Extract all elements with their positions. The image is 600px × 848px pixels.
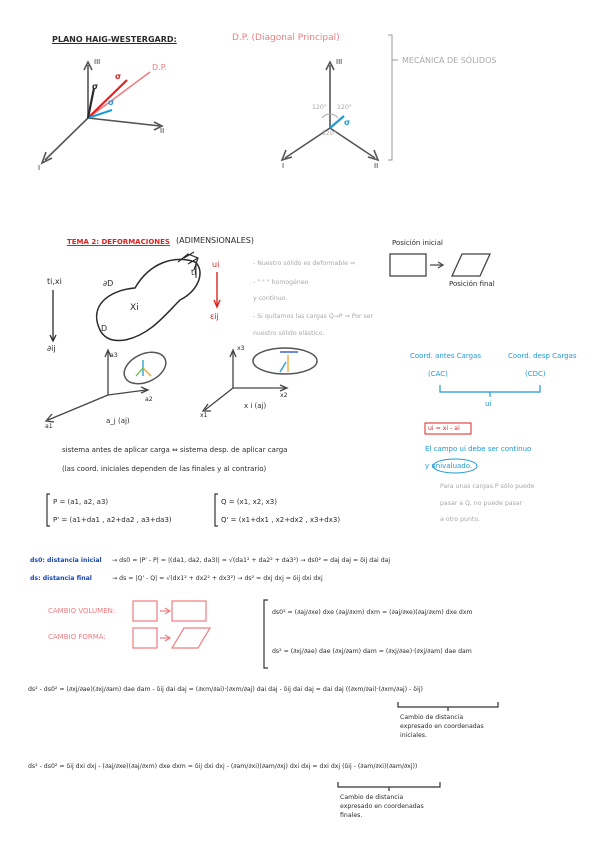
left-axes-label: a_j (aj) bbox=[106, 417, 130, 425]
eq-diff-final: ds² - ds0² = δij dxi dxj - (∂aj/∂xe)(∂aj/∂xm) dxe dxm = δij dxi dxj - (∂am/∂xi)(∂am/∂xj) dxi dxj = dxi dxj (δij - (∂am/∂xi)(∂am/∂xj)) bbox=[28, 763, 418, 770]
dp-sigma-vector bbox=[330, 116, 344, 128]
label-eij: εij bbox=[210, 312, 219, 321]
note-4: - Si quitamos las cargas Q→P ⇒ Por ser bbox=[253, 313, 374, 320]
pos-inicial-label: Posición inicial bbox=[392, 239, 443, 247]
left-body-ellipse bbox=[119, 346, 171, 390]
point-p-prime: P' = (a1+da1 , a2+da2 , a3+da3) bbox=[53, 516, 172, 524]
cac-label: (CAC) bbox=[428, 370, 448, 378]
point-p: P = (a1, a2, a3) bbox=[53, 498, 109, 506]
dp-label: D.P. bbox=[152, 63, 167, 72]
underbrace-initial bbox=[398, 702, 498, 711]
point-q-prime: Q' = (x1+dx1 , x2+dx2 , x3+dx3) bbox=[221, 516, 341, 524]
note-1: - Nuestro sólido es deformable ⇒ bbox=[253, 260, 356, 267]
note-final-coords: Cambio de distancia expresado en coordenadas finales. bbox=[340, 794, 424, 819]
cac-cdc-bracket bbox=[440, 385, 540, 397]
eq-brace bbox=[264, 600, 268, 668]
ds-label: ds: distancia final bbox=[30, 575, 92, 582]
ui-under-bracket: ui bbox=[485, 400, 492, 408]
sigma-label-red: σ bbox=[115, 72, 122, 81]
underbrace-final bbox=[338, 782, 440, 791]
left-axes bbox=[46, 350, 148, 422]
star-axis-i: I bbox=[282, 162, 285, 170]
cac-title: Coord. antes Cargas bbox=[410, 352, 482, 360]
cdc-title: Coord. desp Cargas bbox=[508, 352, 577, 360]
tema-title: TEMA 2: DEFORMACIONES bbox=[67, 238, 170, 246]
ti-arrow bbox=[50, 290, 56, 341]
axis-label-i: I bbox=[38, 164, 41, 172]
p-brace bbox=[47, 494, 50, 526]
pos-arrow bbox=[430, 262, 443, 268]
label-dd: ∂D bbox=[103, 279, 114, 288]
label-d: D bbox=[101, 324, 108, 333]
note-5: nuestro sólido elástico. bbox=[253, 330, 325, 337]
axis-label-ii: II bbox=[160, 127, 165, 135]
left-body-vectors bbox=[136, 360, 151, 376]
note-initial-coords: Cambio de distancia expresado en coordenadas iniciales. bbox=[400, 714, 484, 739]
eq-diff-initial: ds² - ds0² = (∂xj/∂ae)(∂xj/∂am) dae dam - δij dai daj = (∂xm/∂ai)·(∂xm/∂aj) dai daj - δij dai daj = dai daj ((∂xm/∂ai)·(∂xm/∂aj) - δij) bbox=[28, 686, 423, 693]
star-axis-iii: III bbox=[336, 58, 343, 66]
left-axis-a2: a2 bbox=[145, 396, 153, 403]
caption-1: sistema antes de aplicar carga ⇔ sistema desp. de aplicar carga bbox=[62, 446, 288, 454]
pos-final-shape bbox=[452, 254, 490, 276]
course-label: MECÁNICA DE SÓLIDOS bbox=[402, 56, 497, 65]
tema-subtitle: (ADIMENSIONALES) bbox=[176, 236, 254, 245]
cdc-label: (CDC) bbox=[525, 370, 546, 378]
right-body-vectors bbox=[280, 352, 298, 372]
axis-label-iii: III bbox=[94, 58, 101, 66]
star-axis-ii: II bbox=[374, 162, 379, 170]
label-tixi: ti,xi bbox=[47, 277, 62, 286]
ui-arrow bbox=[214, 272, 220, 307]
caption-2: (las coord. iniciales dependen de las finales y al contrario) bbox=[62, 465, 267, 473]
ds-formula: → ds = |Q' - Q| = √(dx1² + dx2² + dx3²) → ds² = dxj dxj = δij dxi dxj bbox=[112, 575, 323, 582]
cambio-shapes bbox=[133, 601, 210, 648]
left-axis-a1: a1 bbox=[45, 423, 53, 430]
label-xi: Xi bbox=[130, 303, 139, 313]
sigma-label-blue: σ bbox=[108, 98, 115, 107]
q-brace bbox=[215, 494, 218, 526]
ui-formula: ui = xi - ai bbox=[428, 425, 460, 432]
pos-final-label: Posición final bbox=[449, 280, 495, 288]
load-note-2: pasar a Q, no puede pasar bbox=[440, 500, 523, 507]
eq-ds0-sq: ds0² = (∂aj/∂xe) dxe (∂aj/∂xm) dxm = (∂aj/∂xe)(∂aj/∂xm) dxe dxm bbox=[272, 609, 473, 616]
angle-1: 120° bbox=[312, 104, 327, 111]
right-axes-label: x i (aj) bbox=[244, 402, 267, 410]
label-ui: ui bbox=[212, 260, 220, 269]
pos-inicial-box bbox=[390, 254, 426, 276]
continuity-text-2: y univaluado. bbox=[425, 462, 473, 470]
note-3: y continuo. bbox=[253, 295, 288, 302]
label-dij: ∂ij bbox=[47, 344, 56, 353]
eq-ds-sq: ds² = (∂xj/∂ae) dae (∂xj/∂am) dam = (∂xj/∂ae)·(∂xj/∂am) dae dam bbox=[272, 648, 472, 655]
course-bracket bbox=[388, 35, 398, 160]
right-axis-x3: x3 bbox=[237, 345, 245, 352]
dp-star-diagram bbox=[282, 62, 378, 160]
right-axis-x2: x2 bbox=[280, 392, 288, 399]
star-sigma-label: σ bbox=[344, 118, 351, 127]
dp-title: D.P. (Diagonal Principal) bbox=[232, 33, 340, 43]
load-note-3: a otro punto. bbox=[440, 516, 480, 523]
ds0-formula: → ds0 = |P' - P| = |(da1, da2, da3)| = √(da1² + da2² + da3²) → ds0² = daj daj = δij dai daj bbox=[112, 557, 391, 564]
note-2: - " " " homogéneo bbox=[253, 279, 309, 286]
angle-3: 120° bbox=[322, 130, 337, 137]
sigma-label-black: σ bbox=[92, 82, 99, 91]
continuity-text: El campo ui debe ser continuo bbox=[425, 445, 532, 453]
cambio-forma: CAMBIO FORMA: bbox=[48, 633, 106, 641]
point-q: Q = (x1, x2, x3) bbox=[221, 498, 277, 506]
left-axis-a3: a3 bbox=[110, 352, 118, 359]
plano-title: PLANO HAIG-WESTERGARD: bbox=[52, 35, 177, 44]
deformable-body bbox=[97, 252, 200, 341]
label-ti: ti bbox=[191, 268, 197, 277]
load-note-1: Para unas cargas P sólo puede bbox=[440, 483, 535, 490]
ds0-label: ds0: distancia inicial bbox=[30, 557, 102, 564]
angle-2: 120° bbox=[337, 104, 352, 111]
cambio-volumen: CAMBIO VOLUMEN: bbox=[48, 607, 116, 615]
right-axis-x1: x1 bbox=[200, 412, 208, 419]
